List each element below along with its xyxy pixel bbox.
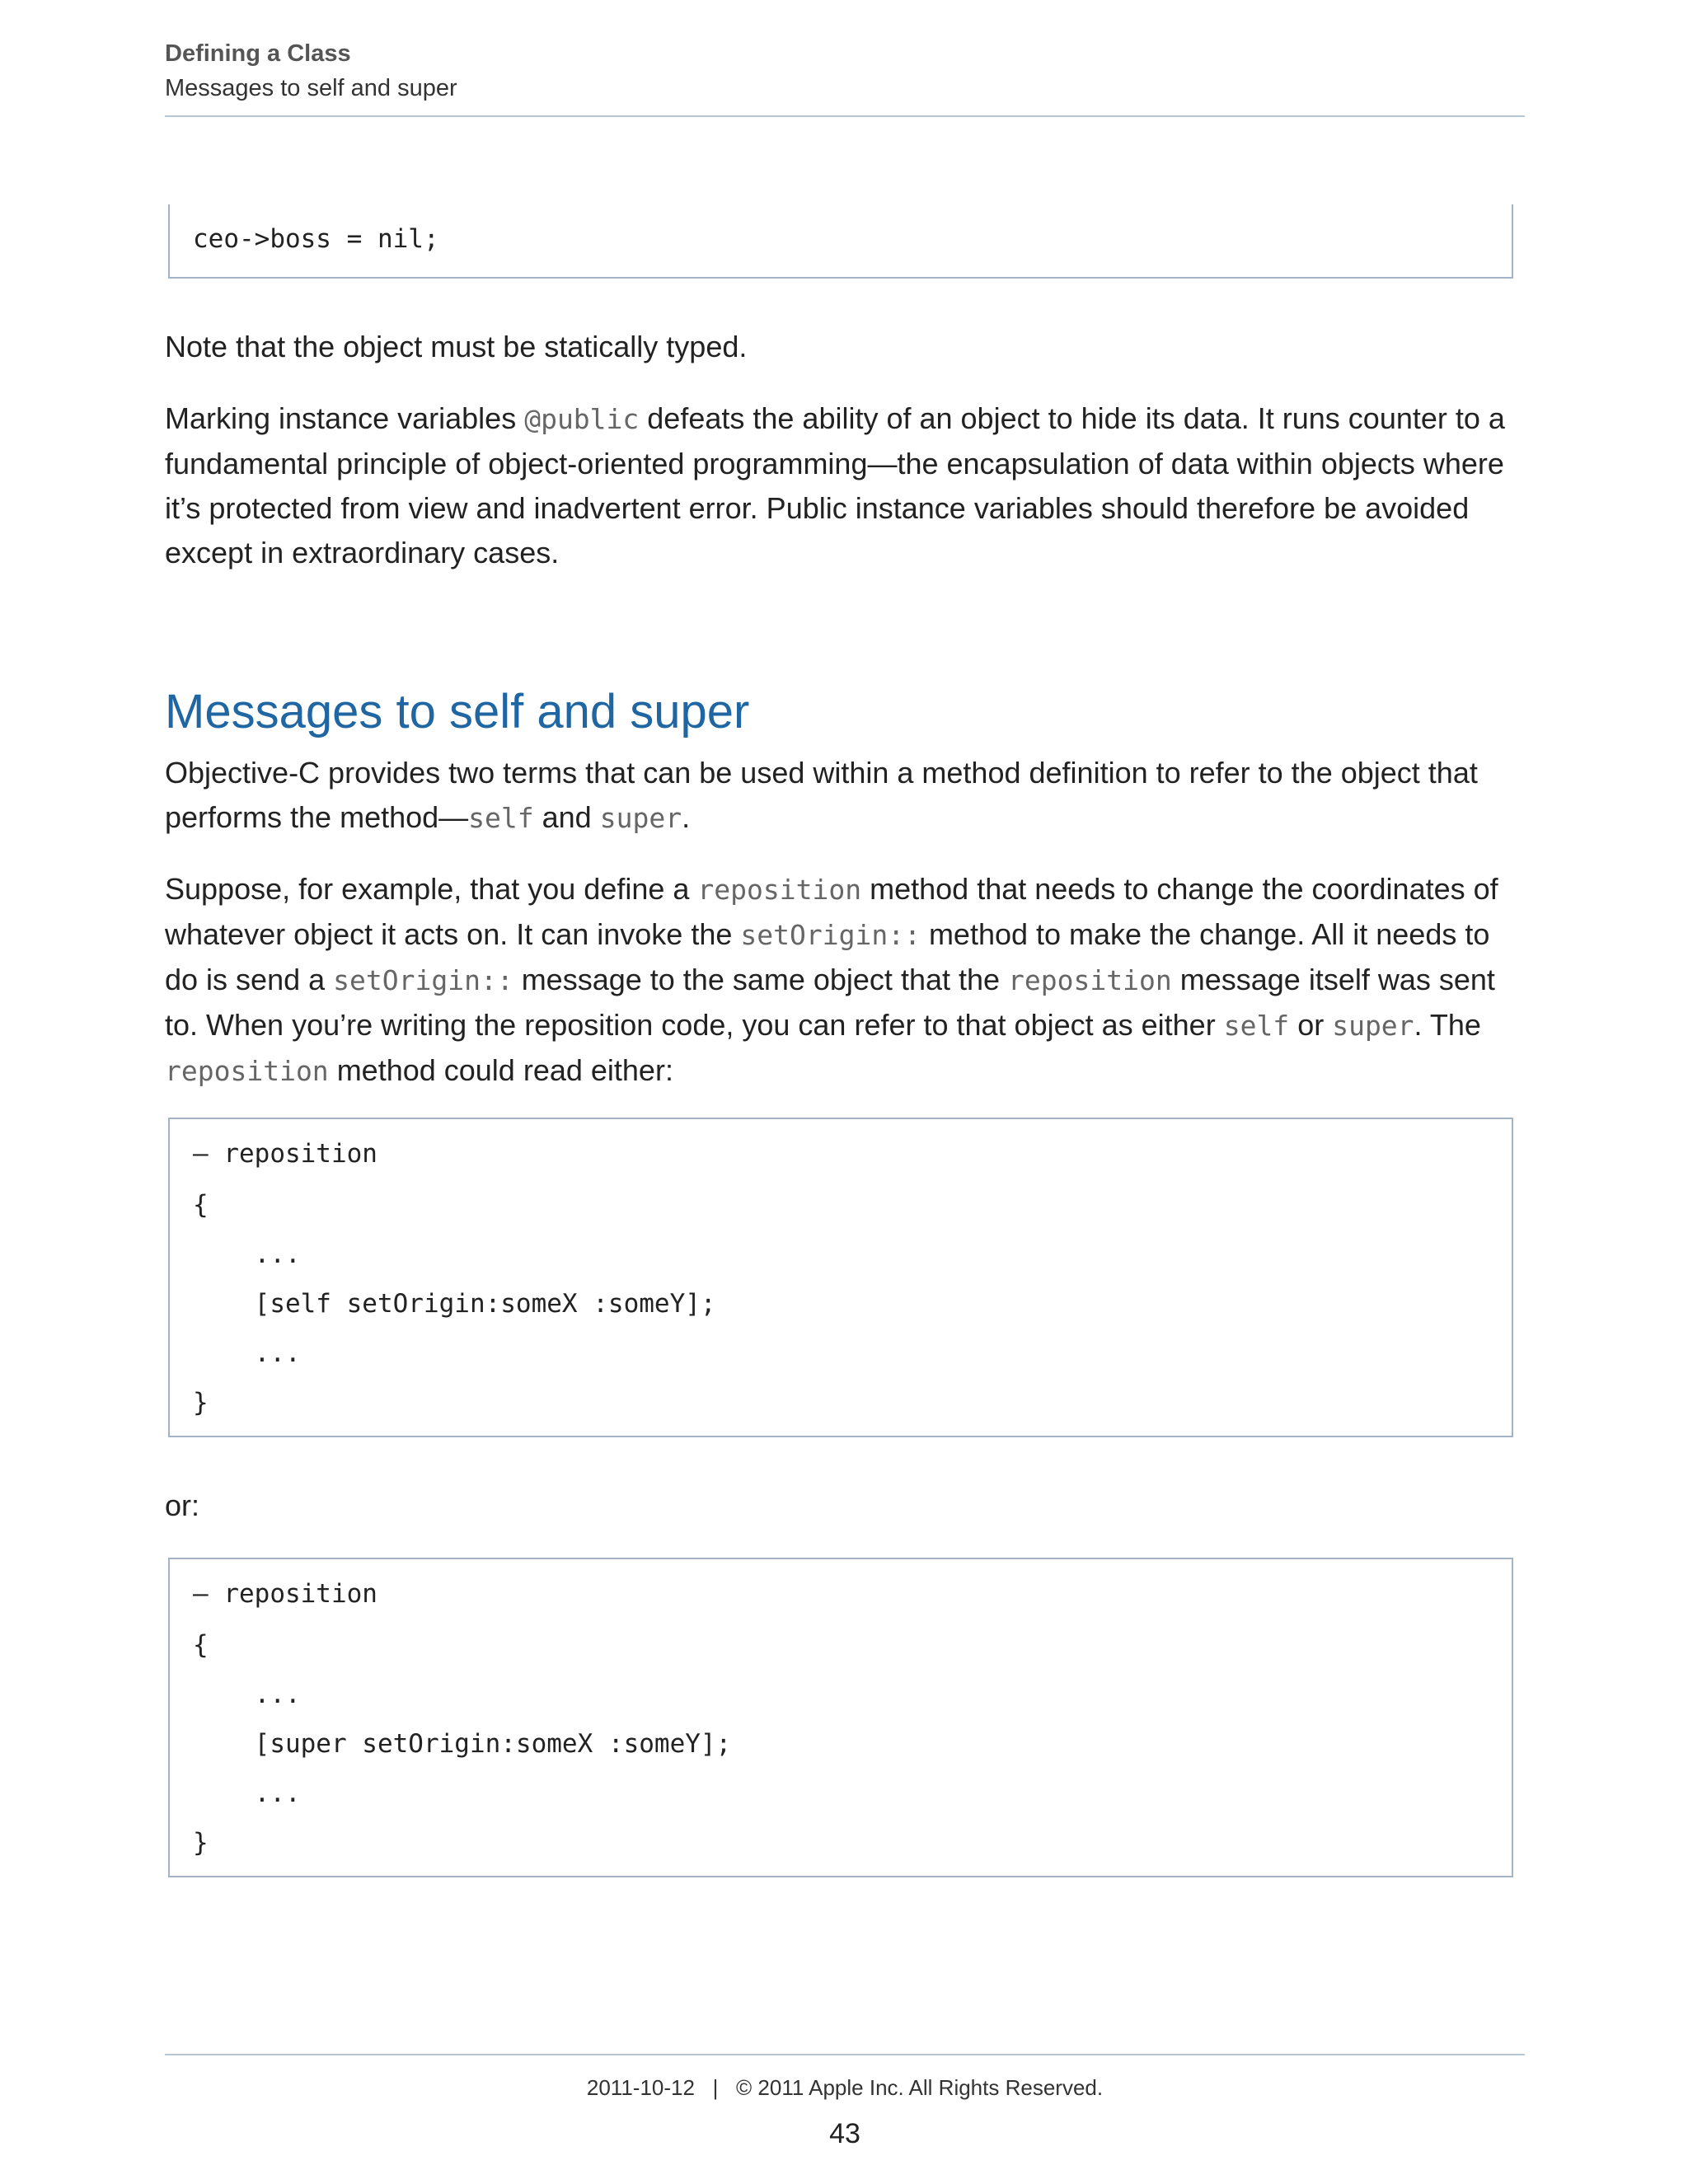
code-line: } — [193, 1388, 209, 1418]
paragraph-static-typing: Note that the object must be statically typed. — [165, 330, 748, 363]
inline-code: reposition — [1008, 964, 1172, 996]
page-number: 43 — [829, 2118, 860, 2149]
inline-code: self — [468, 802, 534, 834]
inline-code: reposition — [165, 1055, 329, 1087]
inline-code: setOrigin:: — [740, 919, 921, 951]
page-footer — [165, 2054, 1525, 2149]
code-line: { — [193, 1190, 209, 1220]
text: Suppose, for example, that you define a — [165, 872, 698, 906]
chapter-title: Defining a Class — [165, 40, 351, 67]
page-header — [165, 36, 1525, 117]
footer-copyright: 2011-10-12 | © 2011 Apple Inc. All Rights Reserved. — [586, 2075, 1104, 2100]
text: Marking instance variables — [165, 401, 525, 435]
code-line: ceo->boss = nil; — [193, 224, 439, 254]
text: message to the same object that the — [513, 963, 1009, 996]
text: or — [1289, 1008, 1333, 1042]
paragraph-public-variables — [165, 396, 1525, 575]
text: method could read either: — [328, 1053, 673, 1087]
code-block-top — [168, 204, 1513, 279]
inline-code: reposition — [697, 874, 862, 906]
text: method that needs to change the coordinates of whatever object it acts on. It can invoke the — [165, 872, 1498, 951]
code-line: ... — [193, 1680, 301, 1709]
code-line: } — [193, 1828, 209, 1858]
code-line: ... — [193, 1240, 301, 1269]
code-line: ... — [193, 1338, 301, 1368]
inline-code: super — [599, 802, 682, 834]
code-block-self — [168, 1118, 1513, 1437]
code-line: – reposition — [193, 1579, 377, 1609]
text: defeats the ability of an object to hide its data. It runs counter to a fundamental principle of object-oriented programming—the encapsulation of data within objects where it’s protected from view and inadvertent error. Public instance variables should therefore be avoided except in extraordinary cases. — [165, 401, 1505, 569]
code-block-super — [168, 1558, 1513, 1877]
code-line: ... — [193, 1779, 301, 1808]
text: method to make the change. All it needs to do is send a — [165, 917, 1490, 996]
text: and — [533, 800, 600, 834]
paragraph-self-super — [165, 751, 1525, 841]
section-heading: Messages to self and super — [165, 685, 750, 738]
paragraph-reposition — [165, 867, 1525, 1094]
code-line: [super setOrigin:someX :someY]; — [193, 1729, 732, 1759]
text: Objective-C provides two terms that can be used within a method definition to refer to the object that performs the method— — [165, 756, 1478, 834]
inline-code: setOrigin:: — [333, 964, 513, 996]
text: message itself was sent to. When you’re writing the reposition code, you can refer to that object as either — [165, 963, 1495, 1042]
section-title: Messages to self and super — [165, 75, 457, 101]
code-line: [self setOrigin:someX :someY]; — [193, 1289, 716, 1319]
code-line: – reposition — [193, 1139, 377, 1169]
or-text: or: — [165, 1488, 200, 1522]
text: . — [682, 800, 691, 834]
inline-code: @public — [524, 403, 640, 435]
inline-code: super — [1332, 1010, 1414, 1042]
inline-code: self — [1223, 1010, 1290, 1042]
text: . The — [1414, 1008, 1481, 1042]
code-line: { — [193, 1630, 209, 1660]
